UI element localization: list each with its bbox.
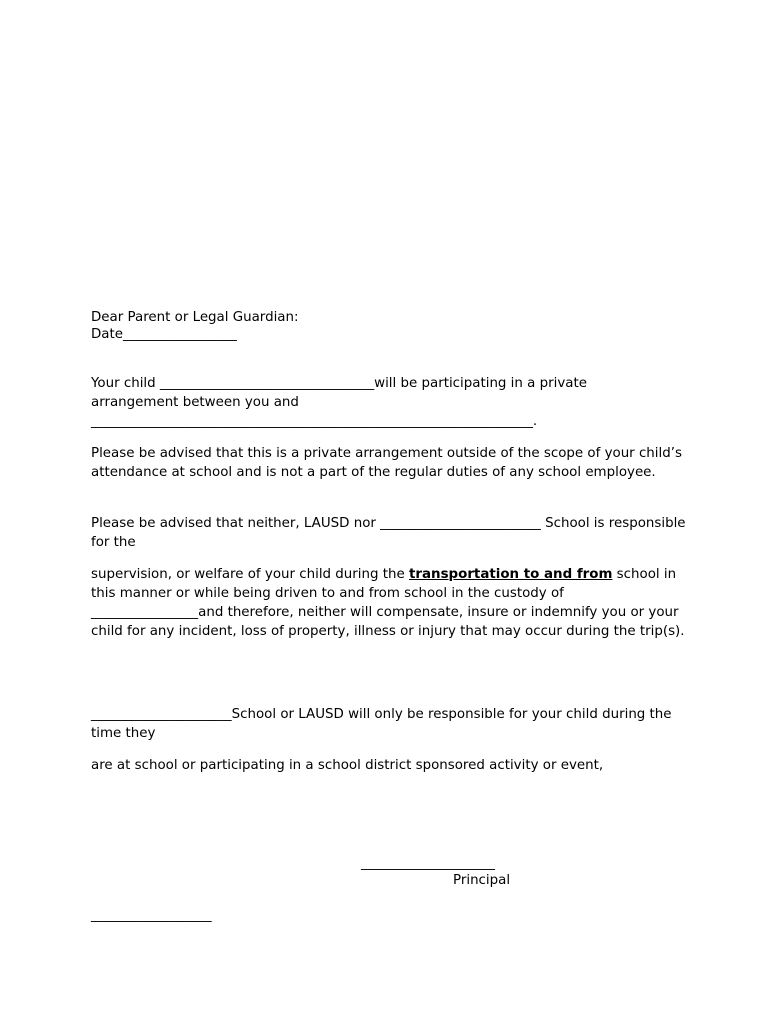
signature-line: ____________________ [361, 856, 495, 871]
supervision-paragraph [91, 565, 691, 641]
supervision-text-start: supervision, or welfare of your child during the [91, 567, 409, 582]
salutation: Dear Parent or Legal Guardian: [91, 310, 299, 325]
transportation-emphasis: transportation to and from [409, 567, 613, 582]
child-name-line: Your child ________________________________will be participating in a private [91, 376, 587, 391]
lausd-responsibility-paragraph: _____________________School or LAUSD will only be responsible for your child during the time they [91, 707, 672, 741]
principal-title: Principal [453, 873, 511, 888]
supervision-text-end: school in this manner or while being driven to and from school in the custody of ________________and therefore, neither will compensate, insure or indemnify you or your child for any incident, loss of property, illness or injury that may occur during the trip(s). [91, 567, 685, 639]
date-line: Date_________________ [91, 327, 237, 342]
responsibility-paragraph: Please be advised that neither, LAUSD nor ________________________ School is responsible for the [91, 516, 686, 550]
arrangement-line: arrangement between you and [91, 395, 299, 410]
private-arrangement-paragraph: Please be advised that this is a private arrangement outside of the scope of your child’s attendance at school and is not a part of the regular duties of any school employee. [91, 446, 682, 480]
arrangement-blank-line: __________________________________________________________________. [91, 414, 538, 429]
school-activity-paragraph: are at school or participating in a school district sponsored activity or event, [91, 758, 604, 773]
bottom-blank-line: __________________ [91, 908, 212, 923]
